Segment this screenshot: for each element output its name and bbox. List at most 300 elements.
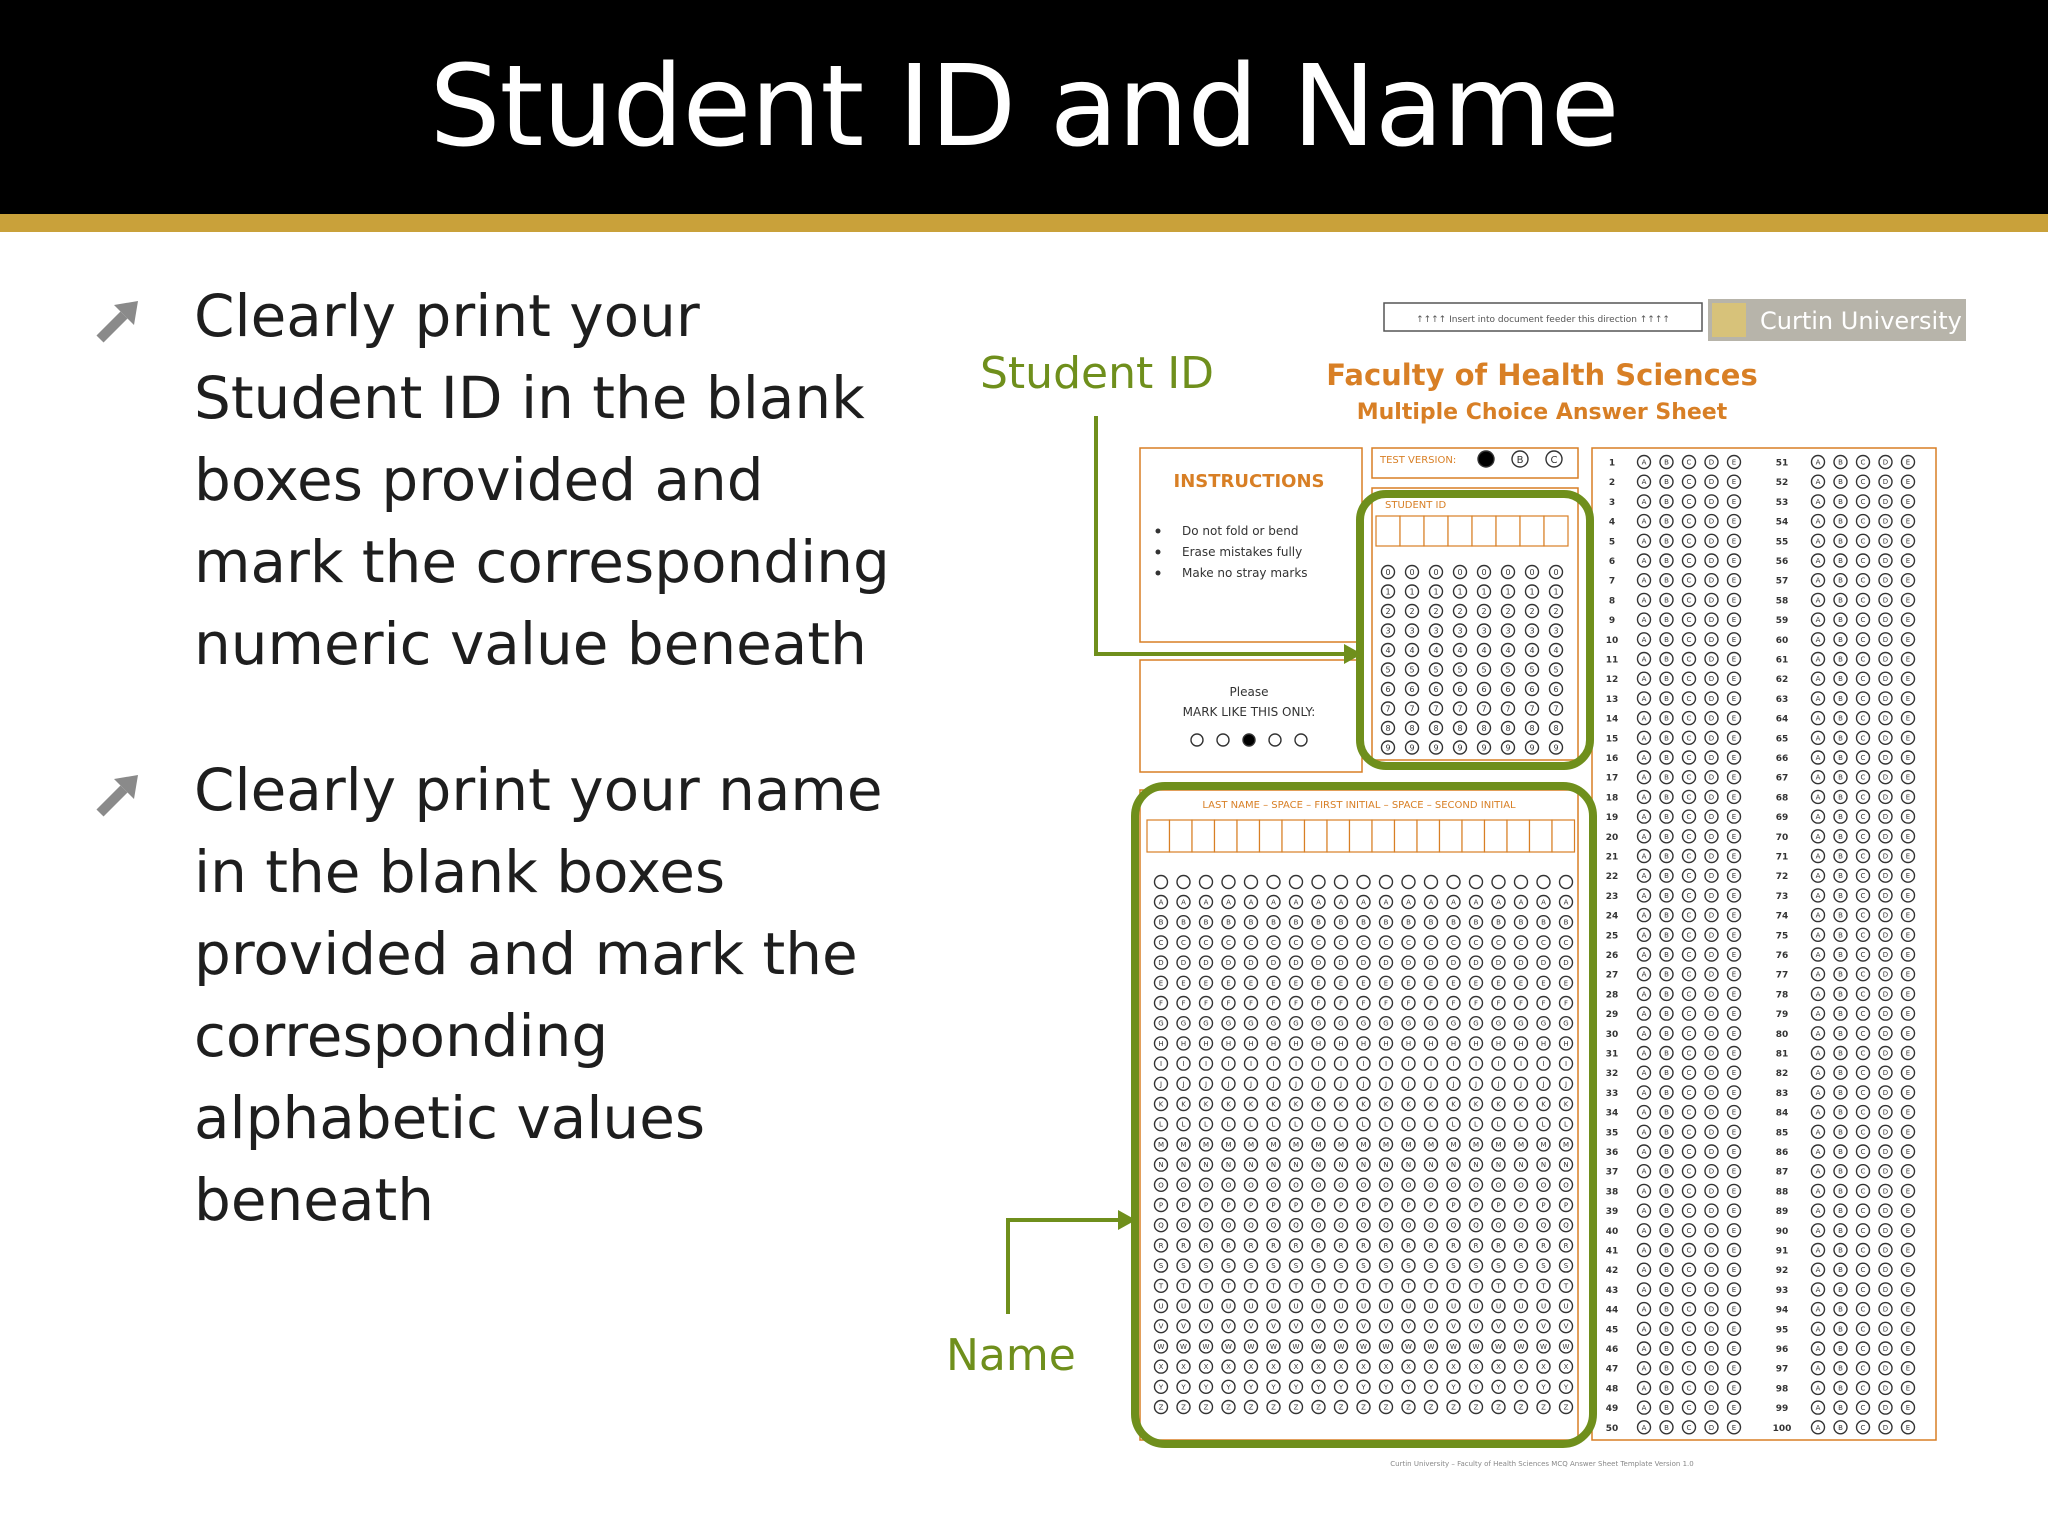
answer-bubble <box>1245 916 1258 929</box>
bubble-letter: 5 <box>1553 665 1559 675</box>
bubble-letter: A <box>1815 931 1821 940</box>
answer-bubble <box>1177 1199 1190 1212</box>
answer-bubble <box>1245 1340 1258 1353</box>
answer-bubble <box>1447 1360 1460 1373</box>
bubble-letter: 0 <box>1553 567 1559 577</box>
question-number: 91 <box>1775 1246 1789 1257</box>
mark-example-bubble <box>1243 734 1255 746</box>
answer-bubble <box>1447 1320 1460 1333</box>
bubble-letter: D <box>1882 1088 1889 1097</box>
bubble-letter: C <box>1686 675 1692 684</box>
bubble-letter: H <box>1540 1039 1547 1048</box>
answer-bubble <box>1357 1098 1370 1111</box>
bubble-letter: C <box>1860 1423 1866 1432</box>
answer-bubble <box>1683 1125 1696 1138</box>
bubble-letter: C <box>1686 1384 1692 1393</box>
bubble-letter: D <box>1708 596 1715 605</box>
bubble-letter: C <box>1860 1029 1866 1038</box>
question-number: 21 <box>1605 852 1619 863</box>
answer-bubble <box>1683 653 1696 666</box>
answer-bubble <box>1728 672 1741 685</box>
bubble-letter: O <box>1360 1181 1367 1190</box>
bubble-letter: A <box>1641 497 1647 506</box>
answer-bubble <box>1537 876 1550 889</box>
answer-bubble <box>1222 1259 1235 1272</box>
bubble-letter: C <box>1860 1128 1866 1137</box>
question-number: 40 <box>1605 1226 1619 1237</box>
answer-bubble <box>1728 771 1741 784</box>
question-number: 81 <box>1775 1049 1789 1060</box>
answer-bubble <box>1728 1145 1741 1158</box>
bubble-letter: M <box>1562 1140 1570 1149</box>
bubble-letter: A <box>1641 891 1647 900</box>
bubble-letter: B <box>1838 1344 1843 1353</box>
bubble-letter: C <box>1860 1069 1866 1078</box>
answer-bubble <box>1537 956 1550 969</box>
bubble-letter: C <box>1686 852 1692 861</box>
answer-bubble <box>1425 1178 1438 1191</box>
answer-bubble <box>1728 1342 1741 1355</box>
bubble-letter: B <box>1664 675 1669 684</box>
answer-bubble <box>1705 1342 1718 1355</box>
bubble-letter: K <box>1226 1100 1231 1109</box>
answer-bubble <box>1638 515 1651 528</box>
answer-bubble <box>1550 683 1563 696</box>
bubble-letter: R <box>1428 1241 1434 1250</box>
bubble-letter: E <box>1731 1049 1737 1058</box>
question-number: 12 <box>1605 675 1619 686</box>
bubble-letter: C <box>1686 1207 1692 1216</box>
bubble-letter: A <box>1815 1207 1821 1216</box>
answer-bubble <box>1660 692 1673 705</box>
answer-bubble <box>1638 1066 1651 1079</box>
bubble-letter: I <box>1564 1060 1568 1069</box>
answer-bubble <box>1290 997 1303 1010</box>
answer-bubble <box>1728 869 1741 882</box>
answer-bubble <box>1425 1360 1438 1373</box>
question-number: 97 <box>1775 1364 1789 1375</box>
bubble-letter: A <box>1641 616 1647 625</box>
bubble-letter: 2 <box>1433 606 1439 616</box>
bubble-letter: B <box>1664 517 1669 526</box>
answer-bubble <box>1425 1219 1438 1232</box>
bubble-letter: D <box>1882 832 1889 841</box>
answer-bubble <box>1425 896 1438 909</box>
bubble-letter: W <box>1292 1342 1300 1351</box>
answer-bubble <box>1550 624 1563 637</box>
answer-bubble <box>1515 997 1528 1010</box>
answer-bubble <box>1267 1118 1280 1131</box>
answer-bubble <box>1902 653 1915 666</box>
bubble-letter: E <box>1905 753 1911 762</box>
bubble-letter: U <box>1180 1302 1187 1311</box>
bubble-letter: I <box>1159 1060 1163 1069</box>
bubble-letter: B <box>1664 1029 1669 1038</box>
answer-bubble <box>1834 1184 1847 1197</box>
answer-bubble <box>1560 916 1573 929</box>
bubble-letter: P <box>1406 1201 1411 1210</box>
bubble-letter: E <box>1731 1029 1737 1038</box>
answer-bubble <box>1380 1017 1393 1030</box>
answer-bubble <box>1812 1145 1825 1158</box>
answer-bubble <box>1222 1239 1235 1252</box>
bubble-letter: W <box>1540 1342 1547 1351</box>
test-version-bubble <box>1478 451 1494 467</box>
bubble-letter: A <box>1641 1069 1647 1078</box>
answer-bubble <box>1492 1380 1505 1393</box>
bubble-letter: I <box>1452 1060 1455 1069</box>
bubble-letter: B <box>1838 1364 1843 1373</box>
answer-bubble <box>1515 1057 1528 1070</box>
answer-bubble <box>1312 976 1325 989</box>
question-number: 59 <box>1775 616 1789 627</box>
answer-bubble <box>1638 534 1651 547</box>
answer-bubble <box>1834 790 1847 803</box>
answer-bubble <box>1638 928 1651 941</box>
answer-bubble <box>1705 712 1718 725</box>
answer-bubble <box>1638 948 1651 961</box>
bubble-letter: P <box>1428 1201 1434 1210</box>
answer-bubble <box>1425 1098 1438 1111</box>
answer-bubble <box>1430 566 1443 579</box>
bubble-letter: D <box>1708 1285 1715 1294</box>
answer-bubble <box>1728 574 1741 587</box>
question-number: 46 <box>1605 1345 1619 1355</box>
answer-bubble <box>1638 1362 1651 1375</box>
bubble-letter: S <box>1451 1262 1456 1271</box>
question-number: 41 <box>1605 1246 1619 1257</box>
answer-bubble <box>1478 663 1491 676</box>
bubble-letter: B <box>1838 1246 1843 1255</box>
question-number: 63 <box>1775 694 1789 705</box>
bubble-letter: E <box>1905 1088 1911 1097</box>
answer-bubble <box>1380 1279 1393 1292</box>
bubble-letter: B <box>1838 655 1843 664</box>
question-number: 17 <box>1605 773 1619 784</box>
answer-bubble <box>1447 916 1460 929</box>
bubble-letter: W <box>1270 1342 1277 1351</box>
bubble-circle <box>1380 876 1393 889</box>
answer-bubble <box>1683 968 1696 981</box>
bubble-letter: Q <box>1203 1221 1209 1230</box>
bubble-letter: L <box>1541 1120 1546 1129</box>
bubble-letter: C <box>1686 1266 1692 1275</box>
answer-bubble <box>1705 495 1718 508</box>
answer-bubble <box>1705 869 1718 882</box>
bubble-letter: J <box>1272 1080 1275 1089</box>
answer-bubble <box>1357 876 1370 889</box>
answer-bubble <box>1879 1204 1892 1217</box>
bubble-letter: A <box>1641 1147 1647 1156</box>
bubble-letter: C <box>1686 793 1692 802</box>
bubble-letter: Y <box>1361 1383 1366 1392</box>
answer-bubble <box>1728 475 1741 488</box>
bubble-letter: A <box>1815 911 1821 920</box>
answer-bubble <box>1857 751 1870 764</box>
answer-bubble <box>1380 1098 1393 1111</box>
answer-bubble <box>1430 663 1443 676</box>
bubble-letter: C <box>1860 793 1866 802</box>
bubble-letter: L <box>1406 1120 1411 1129</box>
bubble-letter: S <box>1496 1262 1501 1271</box>
answer-bubble <box>1335 1320 1348 1333</box>
bubble-letter: H <box>1315 1039 1322 1048</box>
answer-bubble <box>1447 1279 1460 1292</box>
bubble-letter: B <box>1838 1423 1843 1432</box>
bubble-letter: E <box>1731 596 1737 605</box>
bubble-letter: E <box>1905 1069 1911 1078</box>
answer-bubble <box>1312 1017 1325 1030</box>
bubble-letter: P <box>1293 1201 1299 1210</box>
bubble-letter: C <box>1563 938 1569 947</box>
bubble-letter: N <box>1428 1161 1434 1170</box>
bubble-letter: D <box>1708 1128 1715 1137</box>
answer-bubble <box>1267 1300 1280 1313</box>
answer-bubble <box>1550 605 1563 618</box>
answer-bubble <box>1380 896 1393 909</box>
bubble-letter: B <box>1518 918 1524 927</box>
bubble-letter: D <box>1882 1226 1889 1235</box>
bubble-letter: B <box>1664 911 1669 920</box>
bubble-letter: B <box>1838 793 1843 802</box>
bubble-letter: B <box>1664 694 1669 703</box>
answer-bubble <box>1683 475 1696 488</box>
question-number: 30 <box>1605 1029 1619 1040</box>
bubble-letter: C <box>1451 938 1456 947</box>
bubble-letter: C <box>1686 891 1692 900</box>
bubble-letter: D <box>1708 1266 1715 1275</box>
answer-bubble <box>1879 869 1892 882</box>
bubble-letter: D <box>1450 959 1457 968</box>
answer-bubble <box>1902 889 1915 902</box>
bubble-letter: 7 <box>1385 704 1391 714</box>
answer-bubble <box>1155 1219 1168 1232</box>
answer-bubble <box>1728 1106 1741 1119</box>
bubble-letter: V <box>1541 1322 1546 1331</box>
bubble-letter: G <box>1315 1019 1322 1028</box>
bubble-letter: A <box>1815 990 1821 999</box>
answer-bubble <box>1406 585 1419 598</box>
answer-bubble <box>1660 987 1673 1000</box>
bubble-circle <box>1267 876 1280 889</box>
bubble-letter: D <box>1882 478 1889 487</box>
answer-bubble <box>1857 1303 1870 1316</box>
bubble-letter: B <box>1838 1108 1843 1117</box>
answer-bubble <box>1857 1322 1870 1335</box>
answer-bubble <box>1812 1047 1825 1060</box>
bubble-letter: D <box>1203 959 1209 968</box>
answer-bubble <box>1638 593 1651 606</box>
answer-bubble <box>1705 1381 1718 1394</box>
name-letter-box <box>1350 820 1373 852</box>
answer-bubble <box>1470 1098 1483 1111</box>
bubble-letter: L <box>1451 1120 1456 1129</box>
name-callout-label: Name <box>946 1330 1076 1381</box>
bubble-letter: Z <box>1518 1403 1524 1412</box>
answer-bubble <box>1245 956 1258 969</box>
bubble-letter: M <box>1247 1140 1255 1149</box>
bubble-letter: D <box>1882 1344 1889 1353</box>
bubble-letter: D <box>1248 959 1254 968</box>
bubble-letter: E <box>1731 990 1737 999</box>
question-number: 67 <box>1775 773 1789 784</box>
answer-bubble <box>1728 1283 1741 1296</box>
question-number: 94 <box>1775 1305 1789 1316</box>
bubble-letter: B <box>1664 793 1669 802</box>
answer-bubble <box>1834 515 1847 528</box>
bubble-letter: M <box>1540 1140 1547 1149</box>
bubble-letter: A <box>1815 734 1821 743</box>
bubble-letter: 9 <box>1553 743 1559 753</box>
bubble-letter: C <box>1860 1285 1866 1294</box>
answer-bubble <box>1660 830 1673 843</box>
id-digit-box <box>1424 516 1448 546</box>
answer-bubble <box>1155 1380 1168 1393</box>
bubble-letter: C <box>1686 714 1692 723</box>
answer-bubble <box>1834 830 1847 843</box>
bubble-letter: N <box>1450 1161 1457 1170</box>
answer-bubble <box>1879 948 1892 961</box>
answer-bubble <box>1660 790 1673 803</box>
answer-bubble <box>1728 1421 1741 1434</box>
answer-bubble <box>1380 1199 1393 1212</box>
answer-bubble <box>1267 1219 1280 1232</box>
bubble-letter: P <box>1473 1201 1479 1210</box>
answer-bubble <box>1447 1017 1460 1030</box>
answer-bubble <box>1335 1118 1348 1131</box>
bubble-letter: B <box>1838 970 1843 979</box>
question-number: 52 <box>1775 478 1789 489</box>
bubble-letter: D <box>1405 959 1412 968</box>
bubble-letter: 0 <box>1505 567 1511 577</box>
bubble-letter: H <box>1405 1039 1412 1048</box>
bubble-letter: 0 <box>1385 567 1391 577</box>
bubble-letter: X <box>1226 1363 1231 1372</box>
bubble-letter: A <box>1203 898 1209 907</box>
bubble-letter: P <box>1383 1201 1389 1210</box>
bubble-letter: I <box>1362 1060 1365 1069</box>
bubble-letter: C <box>1361 938 1366 947</box>
answer-bubble <box>1879 1165 1892 1178</box>
crest-icon <box>1712 303 1746 337</box>
bubble-letter: S <box>1428 1262 1434 1271</box>
bubble-letter: H <box>1518 1039 1524 1048</box>
bubble-letter: A <box>1641 1285 1647 1294</box>
answer-bubble <box>1902 593 1915 606</box>
bubble-letter: O <box>1180 1181 1187 1190</box>
answer-bubble <box>1492 1057 1505 1070</box>
answer-bubble <box>1478 644 1491 657</box>
question-number: 22 <box>1605 872 1619 883</box>
name-letter-box <box>1170 820 1193 852</box>
answer-bubble <box>1638 1047 1651 1060</box>
bubble-letter: J <box>1497 1080 1500 1089</box>
bubble-letter: A <box>1815 675 1821 684</box>
bubble-letter: E <box>1731 1088 1737 1097</box>
answer-bubble <box>1638 613 1651 626</box>
bubble-letter: A <box>1641 852 1647 861</box>
answer-bubble <box>1155 1360 1168 1373</box>
bubble-letter: C <box>1686 1364 1692 1373</box>
answer-bubble <box>1402 1279 1415 1292</box>
bubble-letter: E <box>1731 458 1737 467</box>
bubble-letter: T <box>1293 1282 1299 1291</box>
answer-bubble <box>1430 585 1443 598</box>
answer-bubble <box>1728 1204 1741 1217</box>
bubble-letter: L <box>1316 1120 1321 1129</box>
answer-bubble <box>1526 566 1539 579</box>
question-number: 10 <box>1605 635 1619 646</box>
answer-bubble <box>1705 830 1718 843</box>
bubble-letter: A <box>1815 950 1821 959</box>
answer-bubble <box>1492 956 1505 969</box>
bubble-letter: B <box>1203 918 1209 927</box>
bubble-letter: E <box>1905 990 1911 999</box>
bubble-letter: M <box>1495 1140 1502 1149</box>
mark-example-bubble <box>1191 734 1203 746</box>
answer-bubble <box>1470 1118 1483 1131</box>
answer-bubble <box>1857 593 1870 606</box>
bubble-letter: C <box>1686 1246 1692 1255</box>
bubble-letter: C <box>1860 1049 1866 1058</box>
bubble-letter: 7 <box>1481 704 1487 714</box>
bubble-circle <box>1290 876 1303 889</box>
bubble-letter: B <box>1541 918 1546 927</box>
question-number: 77 <box>1775 970 1789 981</box>
answer-bubble <box>1425 1340 1438 1353</box>
bubble-letter: 9 <box>1457 743 1463 753</box>
bubble-letter: W <box>1157 1342 1165 1351</box>
answer-bubble <box>1515 1239 1528 1252</box>
question-number: 28 <box>1605 990 1619 1001</box>
answer-bubble <box>1290 1279 1303 1292</box>
answer-bubble <box>1245 1380 1258 1393</box>
bubble-letter: B <box>1838 891 1843 900</box>
bubble-letter: A <box>1815 1384 1821 1393</box>
answer-bubble <box>1683 1047 1696 1060</box>
answer-bubble <box>1454 722 1467 735</box>
answer-bubble <box>1812 1362 1825 1375</box>
bubble-letter: E <box>1731 793 1737 802</box>
bubble-letter: B <box>1316 918 1321 927</box>
answer-bubble <box>1425 956 1438 969</box>
answer-bubble <box>1222 876 1235 889</box>
bubble-letter: F <box>1181 999 1186 1008</box>
answer-bubble <box>1560 1057 1573 1070</box>
answer-bubble <box>1705 1421 1718 1434</box>
bubble-letter: E <box>1905 458 1911 467</box>
answer-bubble <box>1560 1219 1573 1232</box>
answer-bubble <box>1660 1184 1673 1197</box>
answer-bubble <box>1857 1204 1870 1217</box>
bubble-letter: 4 <box>1433 645 1439 655</box>
answer-bubble <box>1200 896 1213 909</box>
bubble-letter: B <box>1664 1128 1669 1137</box>
answer-bubble <box>1902 928 1915 941</box>
answer-bubble <box>1312 1300 1325 1313</box>
bubble-letter: D <box>1882 950 1889 959</box>
bubble-letter: Z <box>1361 1403 1366 1412</box>
bubble-letter: B <box>1158 918 1164 927</box>
bubble-letter: C <box>1686 1029 1692 1038</box>
bubble-letter: B <box>1664 1423 1669 1432</box>
question-number: 64 <box>1775 714 1789 725</box>
bubble-letter: P <box>1451 1201 1456 1210</box>
answer-bubble <box>1834 593 1847 606</box>
bubble-letter: L <box>1361 1120 1366 1129</box>
bubble-letter: U <box>1248 1302 1254 1311</box>
answer-bubble <box>1879 574 1892 587</box>
